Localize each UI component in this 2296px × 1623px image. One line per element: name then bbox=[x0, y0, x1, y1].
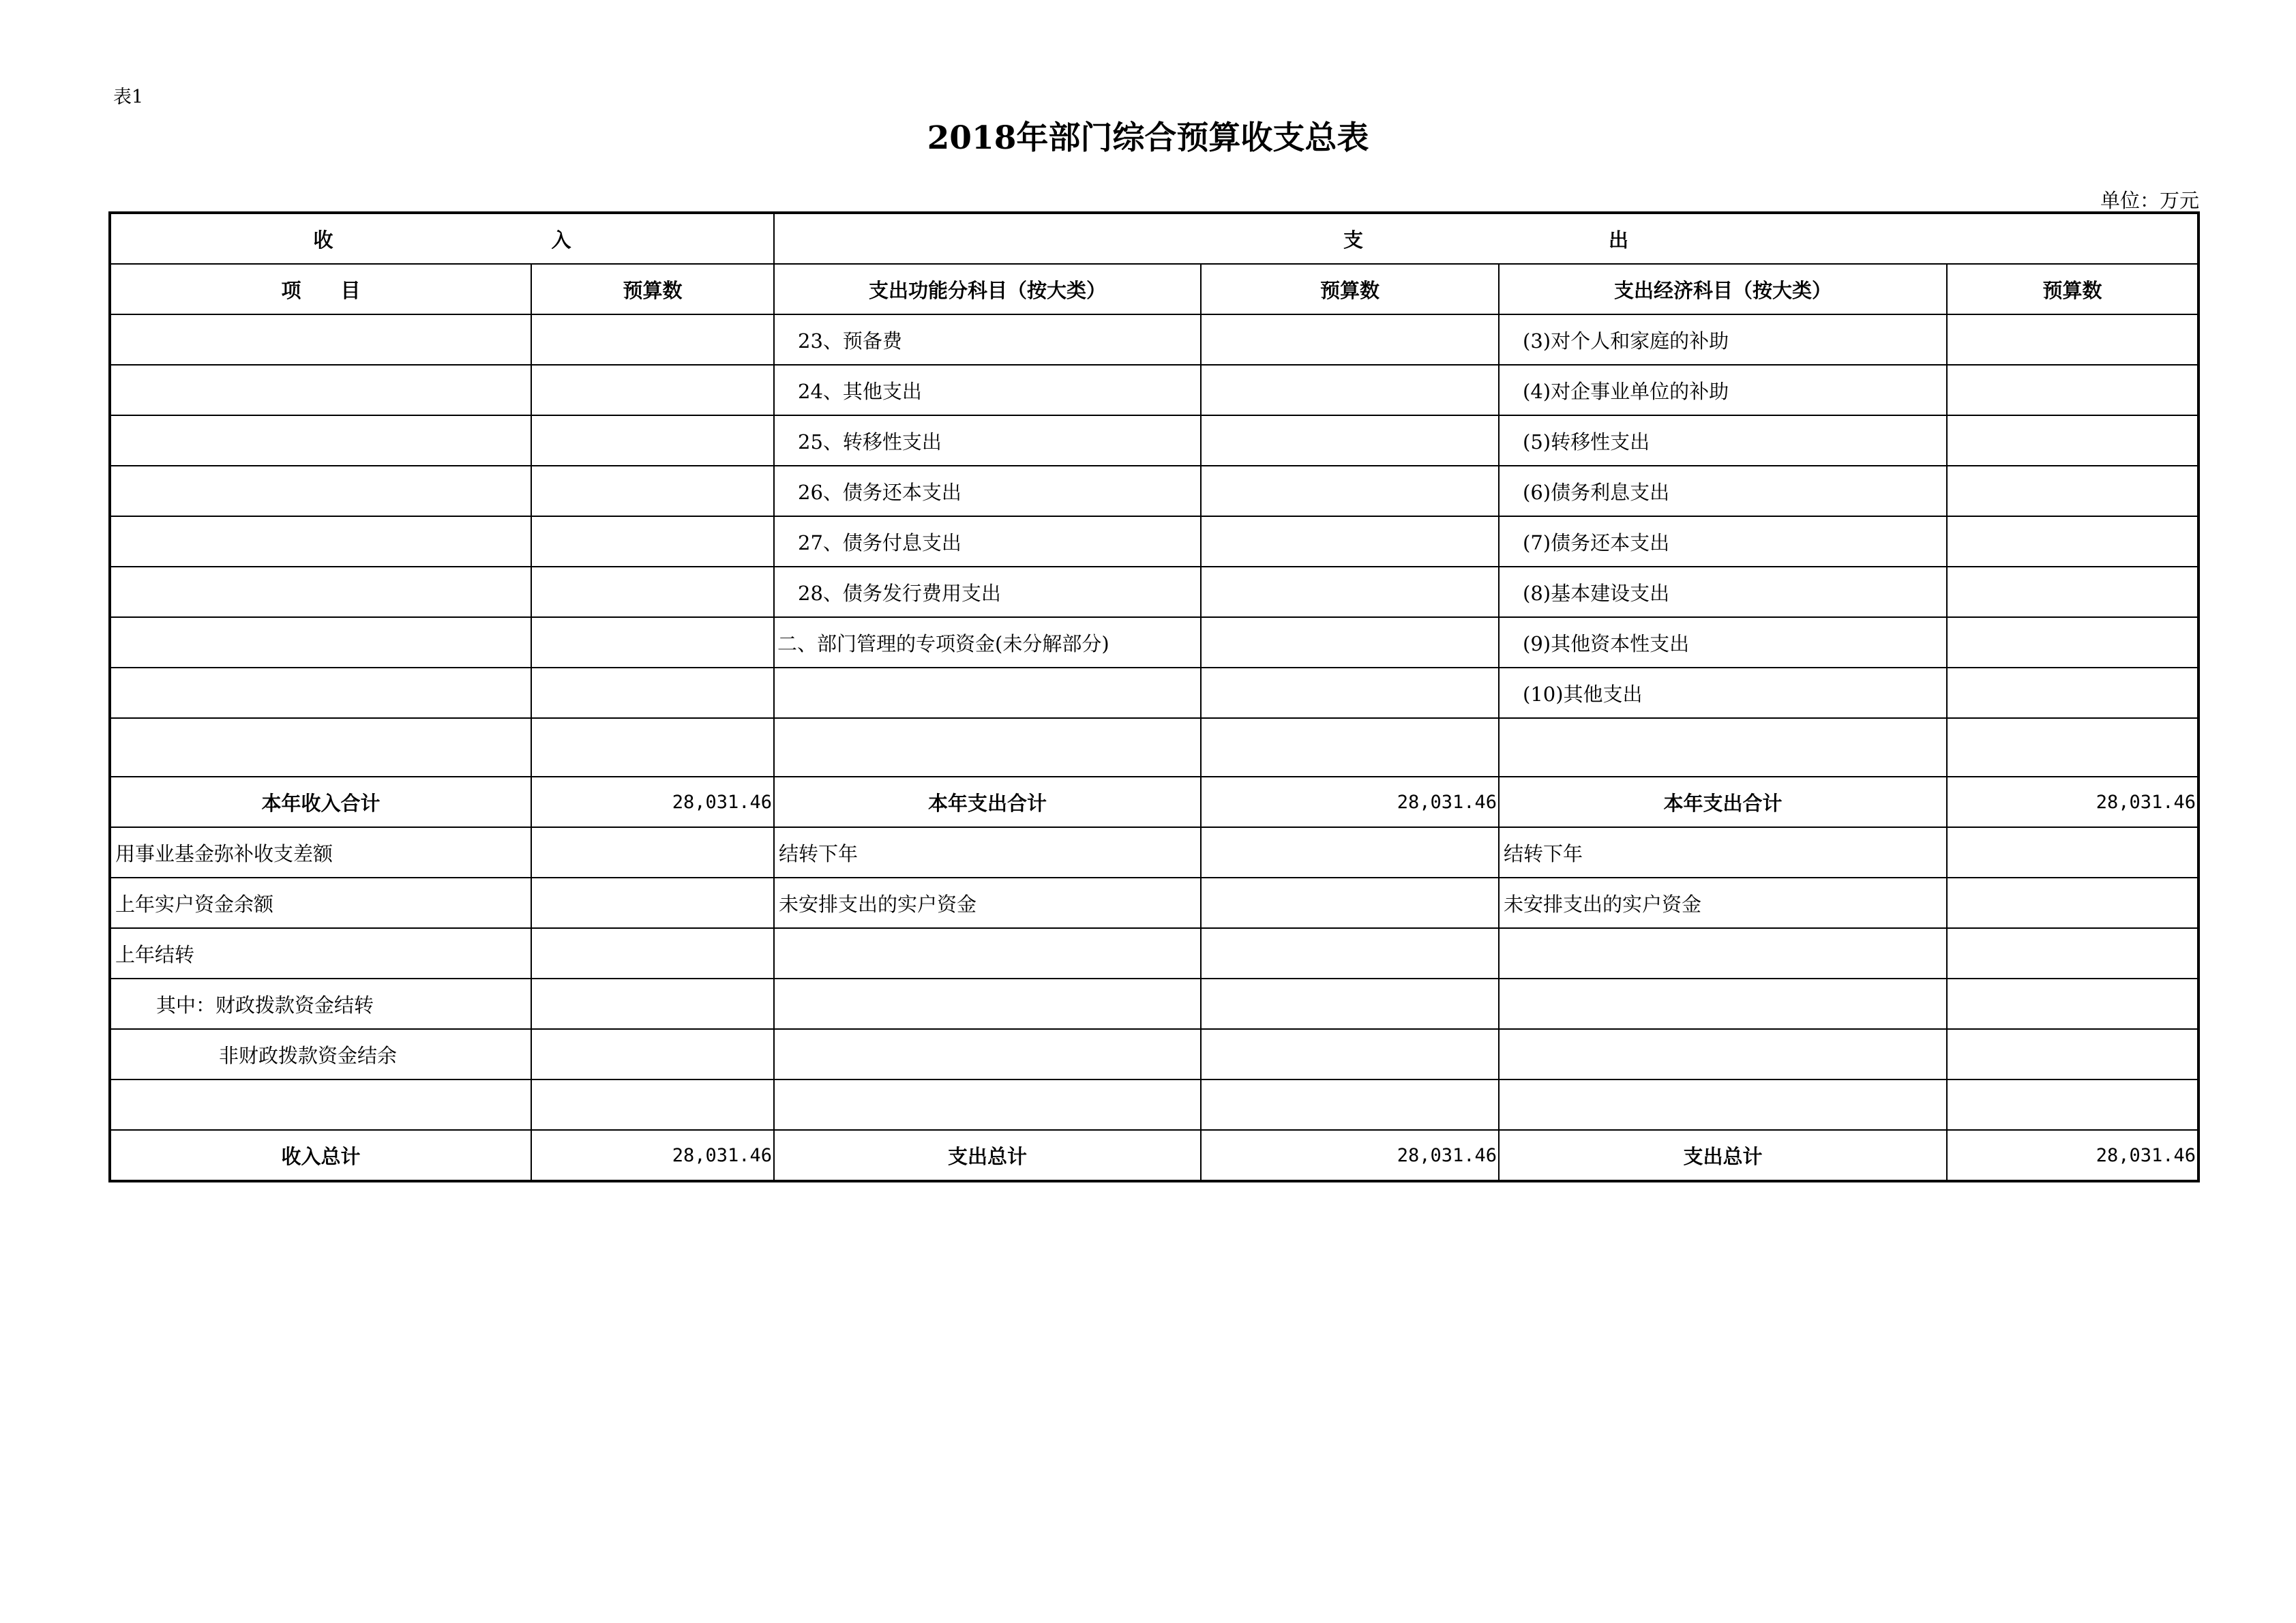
table-row bbox=[110, 928, 2198, 979]
func-value-cell bbox=[1201, 827, 1499, 878]
table-row bbox=[110, 617, 2198, 668]
income-value-cell bbox=[531, 365, 774, 415]
income-item-cell bbox=[110, 718, 531, 777]
econ-item-cell: 结转下年 bbox=[1499, 827, 1947, 878]
econ-item-cell: (4)对企事业单位的补助 bbox=[1499, 365, 1947, 415]
sheet-label: 表1 bbox=[113, 87, 144, 108]
econ-value-cell bbox=[1947, 928, 2198, 979]
page-title: 2018年部门综合预算收支总表 bbox=[927, 119, 1369, 157]
income-item-cell bbox=[110, 365, 531, 415]
econ-item-cell: (10)其他支出 bbox=[1499, 668, 1947, 718]
table-row bbox=[110, 516, 2198, 567]
func-item-cell: 25、转移性支出 bbox=[774, 415, 1201, 466]
func-item-cell bbox=[774, 668, 1201, 718]
table-row bbox=[110, 567, 2198, 617]
func-value-cell bbox=[1201, 516, 1499, 567]
income-item-cell: 非财政拨款资金结余 bbox=[110, 1029, 531, 1079]
func-item-cell bbox=[774, 1079, 1201, 1130]
column-header-row bbox=[110, 264, 2198, 314]
econ-value-cell bbox=[1947, 827, 2198, 878]
table-row bbox=[110, 668, 2198, 718]
func-item-cell: 二、部门管理的专项资金(未分解部分) bbox=[774, 617, 1201, 668]
econ-value-cell bbox=[1947, 1029, 2198, 1079]
econ-item-cell: (3)对个人和家庭的补助 bbox=[1499, 314, 1947, 365]
econ-item-cell: (9)其他资本性支出 bbox=[1499, 617, 1947, 668]
table-row bbox=[110, 415, 2198, 466]
col-header-item: 项 目 bbox=[110, 264, 531, 314]
table-row bbox=[110, 718, 2198, 777]
income-item-cell bbox=[110, 314, 531, 365]
econ-item-cell bbox=[1499, 928, 1947, 979]
econ-value-cell bbox=[1947, 516, 2198, 567]
func-item-cell bbox=[774, 718, 1201, 777]
income-item-cell: 用事业基金弥补收支差额 bbox=[110, 827, 531, 878]
income-item-cell bbox=[110, 1079, 531, 1130]
econ-value-cell bbox=[1947, 314, 2198, 365]
func-subtotal-value: 28,031.46 bbox=[1201, 777, 1499, 827]
func-value-cell bbox=[1201, 314, 1499, 365]
econ-value-cell bbox=[1947, 878, 2198, 928]
econ-item-cell: (5)转移性支出 bbox=[1499, 415, 1947, 466]
income-value-cell bbox=[531, 668, 774, 718]
econ-total-label: 支出总计 bbox=[1499, 1130, 1947, 1181]
income-value-cell bbox=[531, 878, 774, 928]
income-item-cell: 其中：财政拨款资金结转 bbox=[110, 979, 531, 1029]
income-value-cell bbox=[531, 314, 774, 365]
group-header-row bbox=[110, 213, 2198, 264]
income-item-cell bbox=[110, 668, 531, 718]
econ-value-cell bbox=[1947, 668, 2198, 718]
income-value-cell bbox=[531, 567, 774, 617]
expense-header-char-2: 出 bbox=[1609, 228, 1629, 252]
income-header-char-1: 收 bbox=[313, 228, 333, 252]
func-item-cell: 26、债务还本支出 bbox=[774, 466, 1201, 516]
econ-item-cell: (7)债务还本支出 bbox=[1499, 516, 1947, 567]
table-row bbox=[110, 1079, 2198, 1130]
table-row bbox=[110, 314, 2198, 365]
income-value-cell bbox=[531, 466, 774, 516]
expense-header-char-1: 支 bbox=[1343, 228, 1364, 252]
income-item-cell bbox=[110, 415, 531, 466]
func-total-label: 支出总计 bbox=[774, 1130, 1201, 1181]
income-value-cell bbox=[531, 415, 774, 466]
income-value-cell bbox=[531, 979, 774, 1029]
func-value-cell bbox=[1201, 617, 1499, 668]
table-row bbox=[110, 1029, 2198, 1079]
income-item-cell bbox=[110, 567, 531, 617]
econ-value-cell bbox=[1947, 466, 2198, 516]
econ-value-cell bbox=[1947, 1079, 2198, 1130]
econ-item-cell bbox=[1499, 718, 1947, 777]
income-item-cell bbox=[110, 516, 531, 567]
econ-value-cell bbox=[1947, 365, 2198, 415]
income-value-cell bbox=[531, 617, 774, 668]
func-value-cell bbox=[1201, 668, 1499, 718]
econ-item-cell: 未安排支出的实户资金 bbox=[1499, 878, 1947, 928]
econ-value-cell bbox=[1947, 718, 2198, 777]
func-value-cell bbox=[1201, 1079, 1499, 1130]
func-item-cell: 24、其他支出 bbox=[774, 365, 1201, 415]
econ-subtotal-value: 28,031.46 bbox=[1947, 777, 2198, 827]
table-row bbox=[110, 827, 2198, 878]
col-header-func-class: 支出功能分科目（按大类） bbox=[774, 264, 1201, 314]
income-item-cell bbox=[110, 617, 531, 668]
func-item-cell bbox=[774, 979, 1201, 1029]
table-row bbox=[110, 878, 2198, 928]
econ-item-cell bbox=[1499, 1029, 1947, 1079]
income-value-cell bbox=[531, 718, 774, 777]
func-item-cell: 未安排支出的实户资金 bbox=[774, 878, 1201, 928]
econ-value-cell bbox=[1947, 415, 2198, 466]
income-group-header bbox=[110, 213, 774, 264]
func-value-cell bbox=[1201, 1029, 1499, 1079]
econ-value-cell bbox=[1947, 567, 2198, 617]
income-subtotal-value: 28,031.46 bbox=[531, 777, 774, 827]
func-value-cell bbox=[1201, 567, 1499, 617]
income-subtotal-label: 本年收入合计 bbox=[110, 777, 531, 827]
col-header-income-budget: 预算数 bbox=[531, 264, 774, 314]
func-item-cell: 28、债务发行费用支出 bbox=[774, 567, 1201, 617]
econ-item-cell bbox=[1499, 979, 1947, 1029]
unit-label: 单位：万元 bbox=[2100, 189, 2199, 212]
econ-value-cell bbox=[1947, 617, 2198, 668]
func-value-cell bbox=[1201, 466, 1499, 516]
table-row bbox=[110, 466, 2198, 516]
func-item-cell bbox=[774, 1029, 1201, 1079]
income-item-cell: 上年实户资金余额 bbox=[110, 878, 531, 928]
econ-item-cell bbox=[1499, 1079, 1947, 1130]
subtotal-row bbox=[110, 777, 2198, 827]
econ-item-cell: (6)债务利息支出 bbox=[1499, 466, 1947, 516]
econ-value-cell bbox=[1947, 979, 2198, 1029]
func-value-cell bbox=[1201, 415, 1499, 466]
income-value-cell bbox=[531, 928, 774, 979]
func-value-cell bbox=[1201, 365, 1499, 415]
func-item-cell: 27、债务付息支出 bbox=[774, 516, 1201, 567]
total-row bbox=[110, 1130, 2198, 1181]
budget-table bbox=[108, 211, 2200, 1182]
income-value-cell bbox=[531, 1079, 774, 1130]
econ-item-cell: (8)基本建设支出 bbox=[1499, 567, 1947, 617]
func-item-cell: 结转下年 bbox=[774, 827, 1201, 878]
col-header-econ-class: 支出经济科目（按大类） bbox=[1499, 264, 1947, 314]
econ-subtotal-label: 本年支出合计 bbox=[1499, 777, 1947, 827]
func-value-cell bbox=[1201, 979, 1499, 1029]
income-value-cell bbox=[531, 827, 774, 878]
func-item-cell: 23、预备费 bbox=[774, 314, 1201, 365]
income-header-char-2: 入 bbox=[551, 228, 571, 252]
table-row bbox=[110, 979, 2198, 1029]
econ-total-value: 28,031.46 bbox=[1947, 1130, 2198, 1181]
income-item-cell: 上年结转 bbox=[110, 928, 531, 979]
col-header-econ-budget: 预算数 bbox=[1947, 264, 2198, 314]
income-total-label: 收入总计 bbox=[110, 1130, 531, 1181]
expense-group-header bbox=[774, 213, 2198, 264]
func-item-cell bbox=[774, 928, 1201, 979]
col-header-func-budget: 预算数 bbox=[1201, 264, 1499, 314]
income-value-cell bbox=[531, 516, 774, 567]
func-value-cell bbox=[1201, 878, 1499, 928]
income-value-cell bbox=[531, 1029, 774, 1079]
income-item-cell bbox=[110, 466, 531, 516]
func-value-cell bbox=[1201, 718, 1499, 777]
func-total-value: 28,031.46 bbox=[1201, 1130, 1499, 1181]
table-row bbox=[110, 365, 2198, 415]
func-value-cell bbox=[1201, 928, 1499, 979]
func-subtotal-label: 本年支出合计 bbox=[774, 777, 1201, 827]
income-total-value: 28,031.46 bbox=[531, 1130, 774, 1181]
